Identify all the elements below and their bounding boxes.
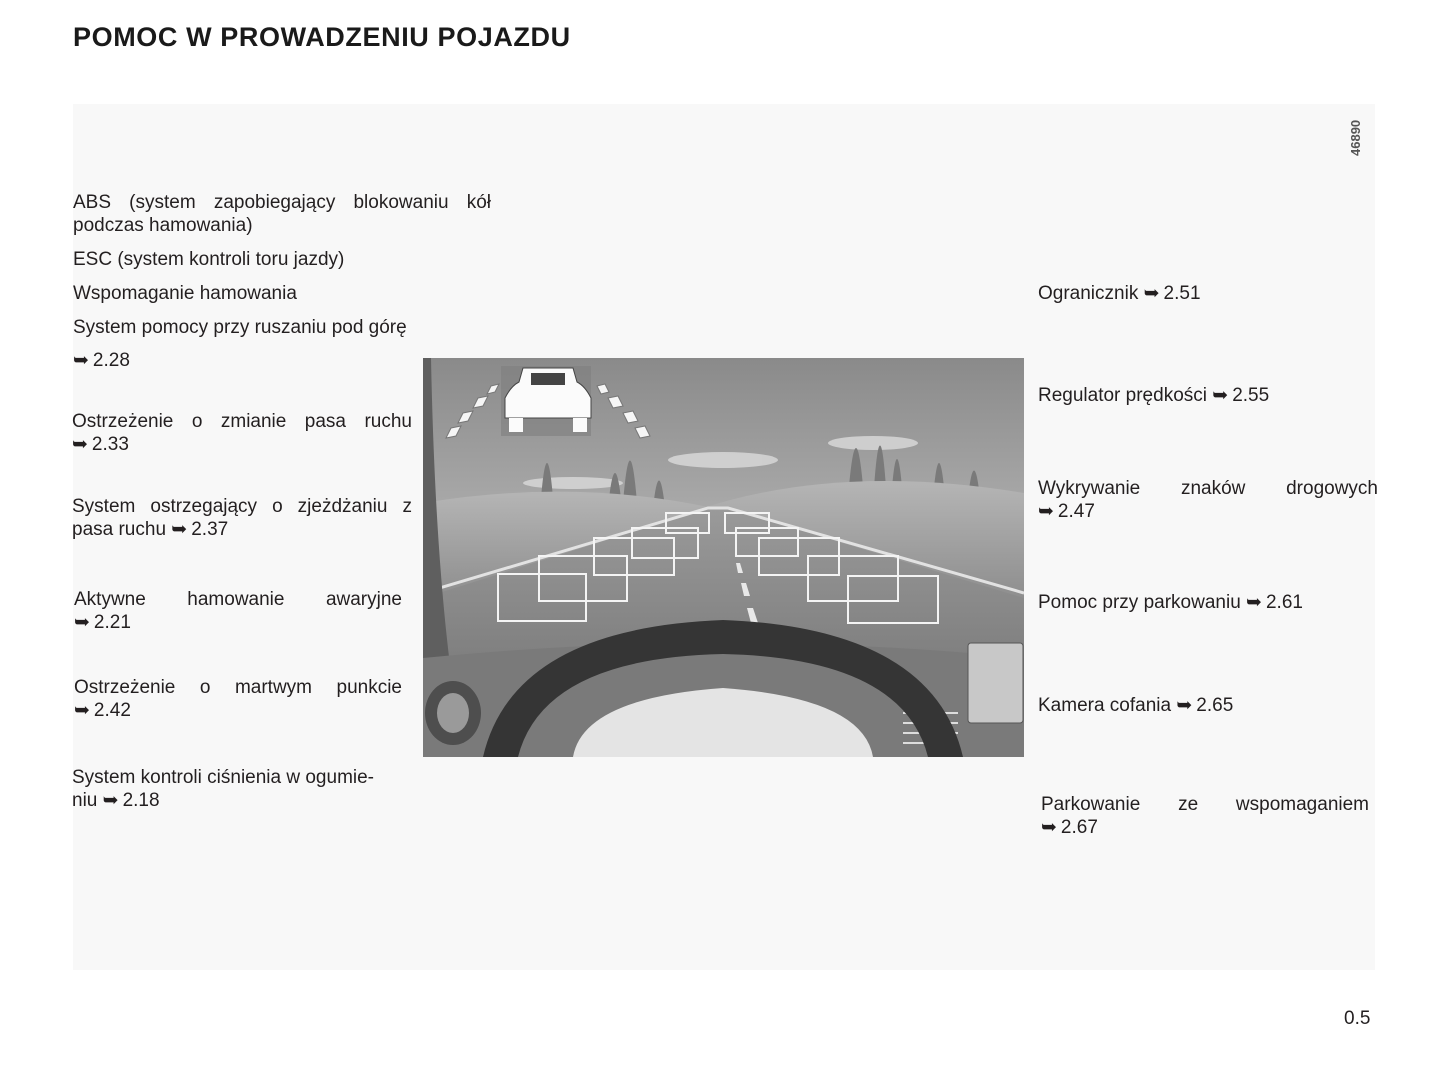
arrow-icon: ➥ (1212, 385, 1229, 406)
tpms-ref: 2.18 (122, 790, 160, 811)
tpms-label-line1: System kontroli ciśnienia w ogumie- (72, 767, 375, 788)
page-reference: 2.28 (92, 350, 130, 371)
arrow-icon: ➥ (1246, 592, 1262, 613)
emergency-braking-ref[interactable]: ➥ 2.21 (74, 612, 131, 633)
driver-view-illustration (423, 358, 1024, 757)
abs-item-line2: podczas hamowania) (73, 215, 253, 236)
arrow-icon: ➥ (74, 612, 90, 633)
cruise-control-item[interactable]: Regulator prędkości ➥ 2.55 (1038, 385, 1270, 406)
hill-start-item: System pomocy przy ruszaniu pod górę (73, 317, 407, 338)
arrow-icon: ➥ (1038, 501, 1054, 522)
assisted-parking-label: Parkowanie ze wspomaganiem (1041, 794, 1369, 815)
arrow-icon: ➥ (1176, 695, 1193, 716)
group-page-reference[interactable] (73, 349, 130, 372)
arrow-icon: ➥ (72, 434, 88, 455)
blind-spot-ref[interactable]: ➥ 2.42 (74, 700, 131, 721)
lane-change-warning-label: Ostrzeżenie o zmianie pasa ruchu (72, 411, 412, 432)
rear-camera-item[interactable]: Kamera cofania ➥ 2.65 (1038, 695, 1234, 716)
lane-departure-label-line1: System ostrzegający o zjeżdżaniu z (72, 496, 412, 517)
arrow-icon: ➥ (1143, 283, 1160, 304)
arrow-icon: ➥ (1041, 817, 1057, 838)
emergency-braking-label: Aktywne hamowanie awaryjne (74, 589, 402, 610)
blind-spot-label: Ostrzeżenie o martwym punkcie (74, 677, 402, 698)
lane-change-warning-ref[interactable]: ➥ 2.33 (72, 434, 129, 455)
air-vent-left (425, 681, 481, 745)
parking-aid-item[interactable]: Pomoc przy parkowaniu ➥ 2.61 (1038, 592, 1303, 613)
abs-item-line1: ABS (system zapobiegający blokowaniu kół (73, 192, 491, 213)
lane-departure-label-line2[interactable]: pasa ruchu ➥ 2.37 (72, 519, 229, 540)
center-screen (968, 643, 1023, 723)
speed-limiter-item[interactable]: Ogranicznik ➥ 2.51 (1038, 283, 1201, 304)
arrow-icon: ➥ (74, 700, 90, 721)
tpms-label-line2[interactable]: niu ➥ 2.18 (72, 790, 160, 811)
assisted-parking-ref[interactable]: ➥ 2.67 (1041, 817, 1098, 838)
figure-reference-code: 46890 (1348, 119, 1363, 156)
page-title: POMOC W PROWADZENIU POJAZDU (73, 22, 571, 52)
traffic-sign-recognition-label: Wykrywanie znaków drogowych (1038, 478, 1378, 499)
brake-assist-item: Wspomaganie hamowania (73, 283, 297, 304)
arrow-icon: ➥ (102, 790, 119, 811)
page-number: 0.5 (1344, 1008, 1371, 1029)
arrow-icon: ➥ (73, 350, 89, 371)
lane-departure-ref: 2.37 (191, 519, 229, 540)
arrow-icon: ➥ (171, 519, 188, 540)
esc-item: ESC (system kontroli toru jazdy) (73, 249, 345, 270)
traffic-sign-recognition-ref[interactable]: ➥ 2.47 (1038, 501, 1095, 522)
